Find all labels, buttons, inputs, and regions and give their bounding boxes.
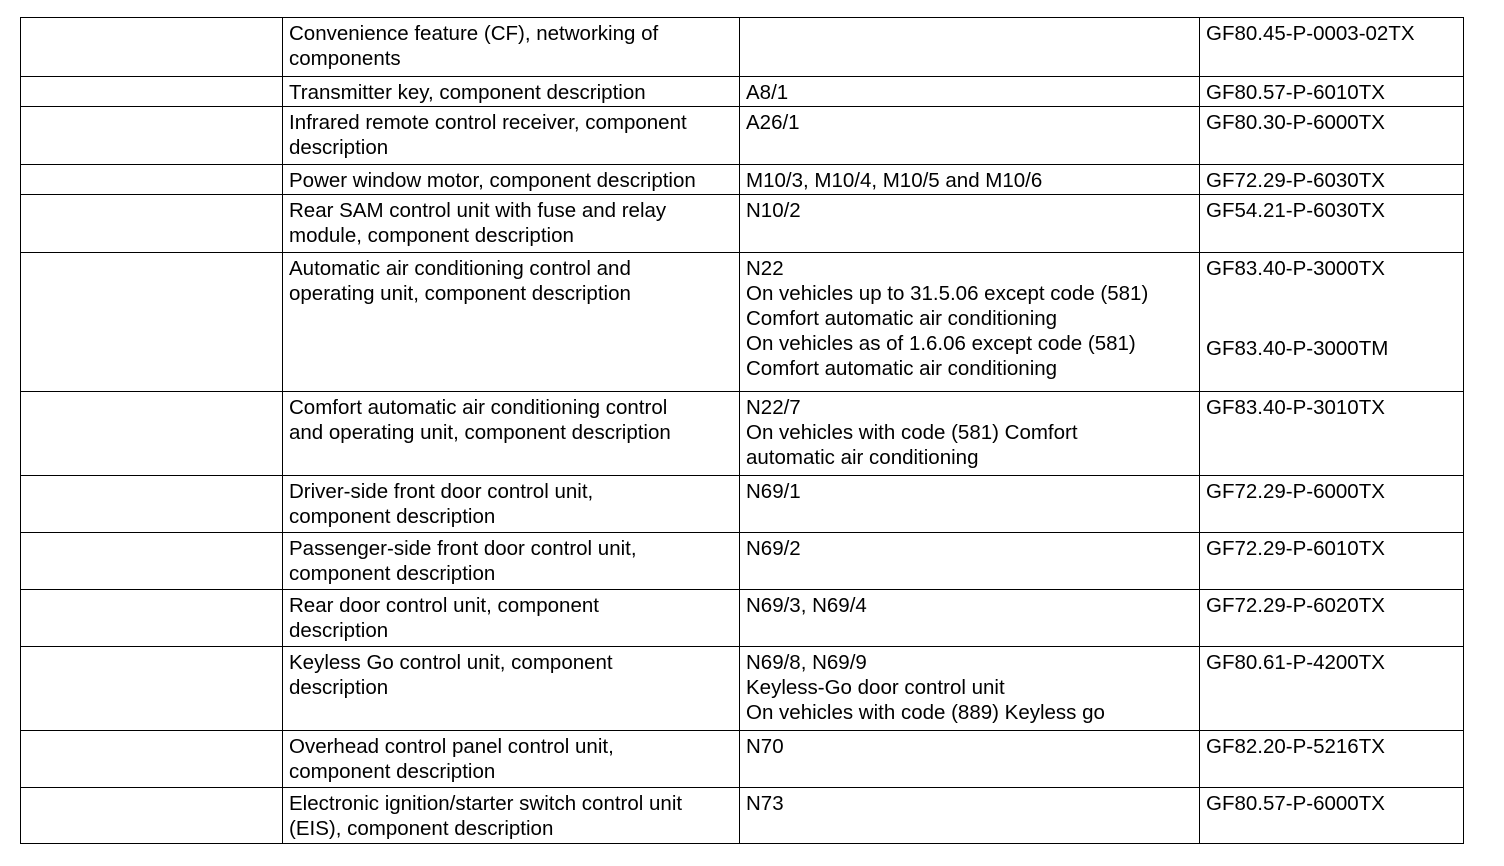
designation-text-2: On vehicles as of 1.6.06 except code (581) Comfort automatic air conditioning <box>746 332 1136 380</box>
document-cell: GF72.29-P-6000TX <box>1200 476 1464 533</box>
document-cell: GF83.40-P-3010TX <box>1200 392 1464 476</box>
table-row <box>21 476 1464 533</box>
table-row <box>21 392 1464 476</box>
table-row <box>21 590 1464 647</box>
empty-cell <box>21 476 283 533</box>
empty-cell <box>21 253 283 392</box>
description-cell: Transmitter key, component description <box>283 77 740 107</box>
table-row <box>21 77 1464 107</box>
description-cell: Driver-side front door control unit, component description <box>283 476 740 533</box>
empty-cell <box>21 18 283 77</box>
empty-cell <box>21 731 283 788</box>
description-cell: Passenger-side front door control unit, component description <box>283 533 740 590</box>
description-cell: Power window motor, component description <box>283 165 740 195</box>
table-row <box>21 18 1464 77</box>
designation-cell: A26/1 <box>740 107 1200 165</box>
description-cell: Convenience feature (CF), networking of components <box>283 18 740 77</box>
empty-cell <box>21 195 283 253</box>
empty-cell <box>21 590 283 647</box>
table-row <box>21 195 1464 253</box>
document-cell: GF80.45-P-0003-02TX <box>1200 18 1464 77</box>
document-cell: GF80.30-P-6000TX <box>1200 107 1464 165</box>
empty-cell <box>21 533 283 590</box>
table-row <box>21 107 1464 165</box>
empty-cell <box>21 107 283 165</box>
document-text-2: GF83.40-P-3000TM <box>1206 337 1389 360</box>
description-cell: Rear door control unit, component description <box>283 590 740 647</box>
component-reference-table <box>20 17 1464 844</box>
description-cell: Automatic air conditioning control and operating unit, component description <box>283 253 740 392</box>
empty-cell <box>21 647 283 731</box>
empty-cell <box>21 77 283 107</box>
description-cell: Electronic ignition/starter switch control unit (EIS), component description <box>283 788 740 844</box>
table-row <box>21 533 1464 590</box>
document-cell: GF72.29-P-6030TX <box>1200 165 1464 195</box>
designation-cell: M10/3, M10/4, M10/5 and M10/6 <box>740 165 1200 195</box>
designation-cell: N69/8, N69/9 Keyless-Go door control unit On vehicles with code (889) Keyless go <box>740 647 1200 731</box>
designation-cell: N69/3, N69/4 <box>740 590 1200 647</box>
table-row <box>21 788 1464 844</box>
document-cell: GF82.20-P-5216TX <box>1200 731 1464 788</box>
document-text: GF83.40-P-3000TX <box>1206 257 1385 280</box>
designation-cell <box>740 253 1200 392</box>
document-cell: GF54.21-P-6030TX <box>1200 195 1464 253</box>
table-row <box>21 165 1464 195</box>
description-cell: Keyless Go control unit, component description <box>283 647 740 731</box>
empty-cell <box>21 165 283 195</box>
table-row <box>21 731 1464 788</box>
designation-text: N22 On vehicles up to 31.5.06 except code (581) Comfort automatic air conditioning <box>746 257 1149 330</box>
description-cell: Infrared remote control receiver, component description <box>283 107 740 165</box>
document-cell <box>1200 253 1464 392</box>
document-cell: GF80.61-P-4200TX <box>1200 647 1464 731</box>
empty-cell <box>21 392 283 476</box>
designation-cell: N69/1 <box>740 476 1200 533</box>
description-cell: Rear SAM control unit with fuse and relay module, component description <box>283 195 740 253</box>
description-cell: Comfort automatic air conditioning control and operating unit, component description <box>283 392 740 476</box>
designation-cell: N73 <box>740 788 1200 844</box>
designation-cell: N22/7 On vehicles with code (581) Comfort automatic air conditioning <box>740 392 1200 476</box>
table-row <box>21 253 1464 392</box>
document-cell: GF80.57-P-6000TX <box>1200 788 1464 844</box>
designation-cell: N10/2 <box>740 195 1200 253</box>
document-cell: GF80.57-P-6010TX <box>1200 77 1464 107</box>
empty-cell <box>21 788 283 844</box>
description-cell: Overhead control panel control unit, component description <box>283 731 740 788</box>
designation-cell: A8/1 <box>740 77 1200 107</box>
document-cell: GF72.29-P-6020TX <box>1200 590 1464 647</box>
table-row <box>21 647 1464 731</box>
designation-cell: N69/2 <box>740 533 1200 590</box>
document-cell: GF72.29-P-6010TX <box>1200 533 1464 590</box>
designation-cell <box>740 18 1200 77</box>
designation-cell: N70 <box>740 731 1200 788</box>
